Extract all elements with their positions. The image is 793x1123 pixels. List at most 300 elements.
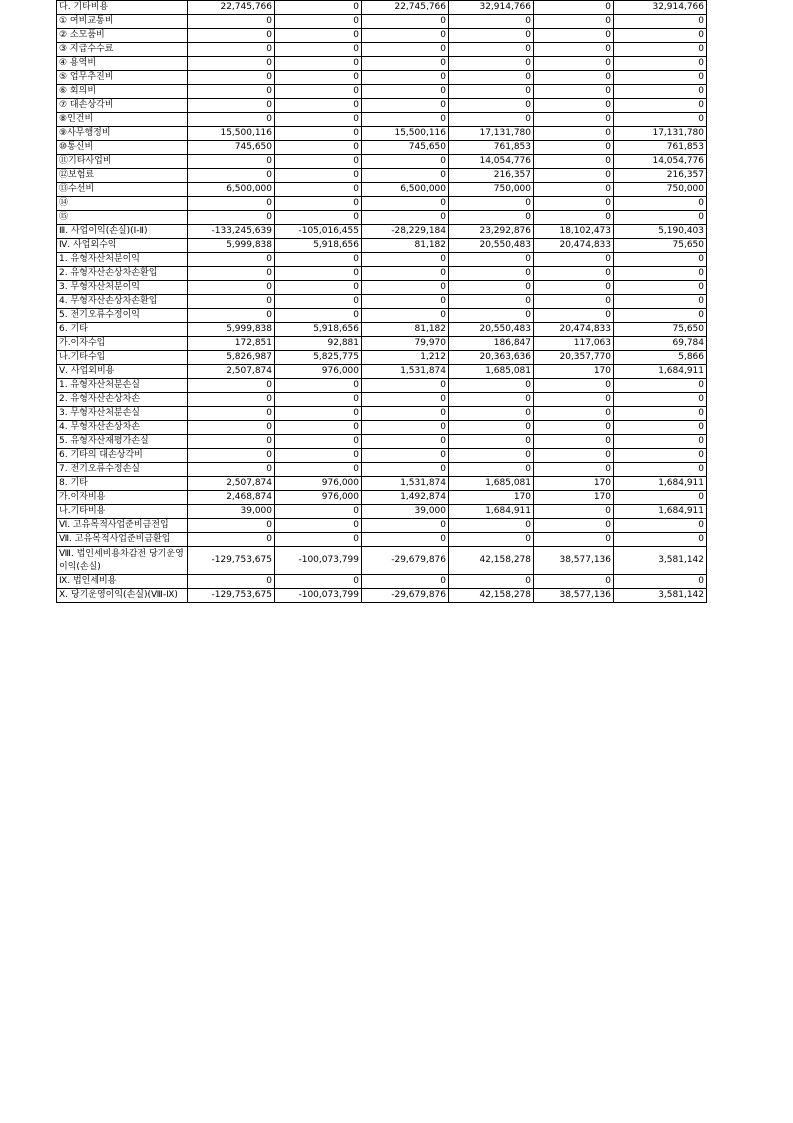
- value-cell: 3,581,142: [614, 589, 707, 603]
- value-cell: 0: [614, 29, 707, 43]
- value-cell: 17,131,780: [614, 127, 707, 141]
- value-cell: 0: [534, 393, 614, 407]
- value-cell: 0: [614, 211, 707, 225]
- table-row: [57, 547, 707, 575]
- table-row: [57, 505, 707, 519]
- value-cell: 0: [275, 99, 362, 113]
- row-label: Ⅷ. 법인세비용차감전 당기운영이익(손실): [57, 547, 188, 575]
- value-cell: 0: [449, 421, 534, 435]
- value-cell: 0: [362, 169, 449, 183]
- value-cell: 0: [362, 253, 449, 267]
- value-cell: 0: [362, 519, 449, 533]
- value-cell: 0: [362, 113, 449, 127]
- value-cell: 5,866: [614, 351, 707, 365]
- value-cell: 0: [449, 211, 534, 225]
- value-cell: 0: [534, 463, 614, 477]
- row-label: ⑭: [57, 197, 188, 211]
- value-cell: 0: [534, 141, 614, 155]
- value-cell: 0: [275, 57, 362, 71]
- value-cell: 0: [449, 29, 534, 43]
- value-cell: 0: [362, 463, 449, 477]
- row-label: 나.기타비용: [57, 505, 188, 519]
- value-cell: 0: [188, 519, 275, 533]
- value-cell: 0: [534, 421, 614, 435]
- value-cell: 0: [534, 43, 614, 57]
- value-cell: 0: [275, 197, 362, 211]
- value-cell: 1,531,874: [362, 365, 449, 379]
- row-label: ⑤ 업무추진비: [57, 71, 188, 85]
- value-cell: 0: [449, 407, 534, 421]
- value-cell: 0: [362, 43, 449, 57]
- value-cell: 0: [188, 407, 275, 421]
- row-label: 1. 유형자산처분손실: [57, 379, 188, 393]
- table-row: [57, 295, 707, 309]
- table-row: [57, 491, 707, 505]
- value-cell: 216,357: [614, 169, 707, 183]
- value-cell: 976,000: [275, 365, 362, 379]
- row-label: ⑧인건비: [57, 113, 188, 127]
- table-row: [57, 267, 707, 281]
- value-cell: -28,229,184: [362, 225, 449, 239]
- table-row: [57, 99, 707, 113]
- value-cell: 0: [449, 267, 534, 281]
- value-cell: 0: [188, 57, 275, 71]
- value-cell: 0: [534, 435, 614, 449]
- value-cell: 14,054,776: [614, 155, 707, 169]
- row-label: 6. 기타: [57, 323, 188, 337]
- table-row: [57, 15, 707, 29]
- value-cell: 2,507,874: [188, 477, 275, 491]
- value-cell: 1,685,081: [449, 477, 534, 491]
- row-label: 가.이자비용: [57, 491, 188, 505]
- table-row: [57, 43, 707, 57]
- value-cell: 0: [362, 393, 449, 407]
- value-cell: 0: [449, 253, 534, 267]
- value-cell: 1,685,081: [449, 365, 534, 379]
- value-cell: -29,679,876: [362, 547, 449, 575]
- value-cell: 23,292,876: [449, 225, 534, 239]
- value-cell: 0: [534, 267, 614, 281]
- row-label: ④ 용역비: [57, 57, 188, 71]
- value-cell: 0: [188, 29, 275, 43]
- value-cell: 0: [275, 113, 362, 127]
- value-cell: 0: [534, 71, 614, 85]
- value-cell: 0: [534, 113, 614, 127]
- row-label: Ⅴ. 사업외비용: [57, 365, 188, 379]
- value-cell: 117,063: [534, 337, 614, 351]
- row-label: ⑪기타사업비: [57, 155, 188, 169]
- value-cell: 6,500,000: [362, 183, 449, 197]
- value-cell: 0: [362, 309, 449, 323]
- value-cell: 0: [275, 253, 362, 267]
- value-cell: 0: [614, 379, 707, 393]
- value-cell: 1,531,874: [362, 477, 449, 491]
- value-cell: 0: [275, 211, 362, 225]
- value-cell: 0: [534, 29, 614, 43]
- value-cell: 0: [188, 71, 275, 85]
- value-cell: 0: [534, 15, 614, 29]
- row-label: 7. 전기오류수정손실: [57, 463, 188, 477]
- value-cell: 32,914,766: [449, 1, 534, 15]
- value-cell: 0: [275, 281, 362, 295]
- row-label: 4. 무형자산손상차손: [57, 421, 188, 435]
- row-label: Ⅵ. 고유목적사업준비금전입: [57, 519, 188, 533]
- value-cell: -133,245,639: [188, 225, 275, 239]
- value-cell: 170: [534, 491, 614, 505]
- value-cell: 1,684,911: [614, 365, 707, 379]
- value-cell: 0: [449, 393, 534, 407]
- value-cell: 172,851: [188, 337, 275, 351]
- value-cell: 0: [275, 127, 362, 141]
- row-label: 6. 기타의 대손상각비: [57, 449, 188, 463]
- table-row: [57, 57, 707, 71]
- value-cell: 5,190,403: [614, 225, 707, 239]
- value-cell: 5,918,656: [275, 239, 362, 253]
- row-label: ⑨사무행정비: [57, 127, 188, 141]
- value-cell: 39,000: [188, 505, 275, 519]
- value-cell: 170: [449, 491, 534, 505]
- value-cell: 75,650: [614, 239, 707, 253]
- value-cell: 0: [188, 533, 275, 547]
- value-cell: 0: [188, 99, 275, 113]
- value-cell: 3,581,142: [614, 547, 707, 575]
- value-cell: 0: [614, 393, 707, 407]
- value-cell: 0: [275, 309, 362, 323]
- row-label: 다. 기타비용: [57, 1, 188, 15]
- value-cell: -29,679,876: [362, 589, 449, 603]
- value-cell: 0: [188, 211, 275, 225]
- row-label: 2. 유형자산손상차손: [57, 393, 188, 407]
- table-row: [57, 533, 707, 547]
- table-body: [57, 1, 707, 603]
- value-cell: 0: [449, 197, 534, 211]
- value-cell: 0: [534, 519, 614, 533]
- value-cell: 0: [449, 43, 534, 57]
- value-cell: 0: [362, 99, 449, 113]
- value-cell: 75,650: [614, 323, 707, 337]
- value-cell: 0: [534, 85, 614, 99]
- value-cell: 0: [449, 449, 534, 463]
- value-cell: 216,357: [449, 169, 534, 183]
- row-label: ③ 지급수수료: [57, 43, 188, 57]
- row-label: 5. 유형자산재평가손실: [57, 435, 188, 449]
- table-row: [57, 239, 707, 253]
- row-label: 나.기타수입: [57, 351, 188, 365]
- value-cell: 0: [614, 463, 707, 477]
- value-cell: 745,650: [362, 141, 449, 155]
- value-cell: 170: [534, 477, 614, 491]
- table-row: [57, 309, 707, 323]
- value-cell: 0: [449, 575, 534, 589]
- value-cell: 0: [275, 407, 362, 421]
- table-row: [57, 225, 707, 239]
- value-cell: 0: [188, 295, 275, 309]
- value-cell: 0: [275, 295, 362, 309]
- row-label: 2. 유형자산손상차손환입: [57, 267, 188, 281]
- value-cell: 745,650: [188, 141, 275, 155]
- value-cell: 0: [362, 211, 449, 225]
- table-row: [57, 589, 707, 603]
- value-cell: 32,914,766: [614, 1, 707, 15]
- value-cell: 2,507,874: [188, 365, 275, 379]
- value-cell: 0: [188, 435, 275, 449]
- value-cell: 0: [534, 407, 614, 421]
- table-row: [57, 463, 707, 477]
- value-cell: 0: [534, 281, 614, 295]
- row-label: Ⅳ. 사업외수익: [57, 239, 188, 253]
- value-cell: 0: [275, 505, 362, 519]
- value-cell: 20,550,483: [449, 239, 534, 253]
- value-cell: 0: [534, 295, 614, 309]
- value-cell: 761,853: [614, 141, 707, 155]
- value-cell: 0: [188, 281, 275, 295]
- value-cell: 0: [614, 533, 707, 547]
- value-cell: 0: [275, 43, 362, 57]
- value-cell: 92,881: [275, 337, 362, 351]
- value-cell: 5,999,838: [188, 323, 275, 337]
- value-cell: 0: [362, 449, 449, 463]
- value-cell: 0: [534, 1, 614, 15]
- value-cell: 0: [188, 253, 275, 267]
- value-cell: 0: [275, 169, 362, 183]
- row-label: ⑦ 대손상각비: [57, 99, 188, 113]
- value-cell: -129,753,675: [188, 547, 275, 575]
- value-cell: 81,182: [362, 239, 449, 253]
- value-cell: 0: [275, 449, 362, 463]
- row-label: Ⅲ. 사업이익(손실)(Ⅰ-Ⅱ): [57, 225, 188, 239]
- table-row: [57, 197, 707, 211]
- value-cell: 0: [534, 197, 614, 211]
- table-row: [57, 127, 707, 141]
- value-cell: 0: [614, 449, 707, 463]
- table-row: [57, 141, 707, 155]
- value-cell: 20,550,483: [449, 323, 534, 337]
- value-cell: 0: [534, 449, 614, 463]
- value-cell: 0: [614, 519, 707, 533]
- value-cell: 18,102,473: [534, 225, 614, 239]
- value-cell: 0: [614, 309, 707, 323]
- value-cell: 0: [534, 379, 614, 393]
- row-label: 3. 무형자산처분손실: [57, 407, 188, 421]
- value-cell: 976,000: [275, 477, 362, 491]
- value-cell: 38,577,136: [534, 547, 614, 575]
- row-label: Ⅹ. 당기운영이익(손실)(Ⅷ-Ⅸ): [57, 589, 188, 603]
- table-row: [57, 379, 707, 393]
- value-cell: 750,000: [614, 183, 707, 197]
- value-cell: 0: [275, 71, 362, 85]
- row-label: 가.이자수입: [57, 337, 188, 351]
- value-cell: 2,468,874: [188, 491, 275, 505]
- value-cell: 0: [534, 533, 614, 547]
- table-row: [57, 211, 707, 225]
- value-cell: 0: [362, 421, 449, 435]
- value-cell: 0: [614, 197, 707, 211]
- table-row: [57, 169, 707, 183]
- value-cell: 0: [362, 533, 449, 547]
- value-cell: 0: [362, 15, 449, 29]
- row-label: ⑬수선비: [57, 183, 188, 197]
- value-cell: 0: [188, 43, 275, 57]
- value-cell: 0: [449, 281, 534, 295]
- value-cell: 0: [362, 267, 449, 281]
- value-cell: 5,825,775: [275, 351, 362, 365]
- table-row: [57, 85, 707, 99]
- table-row: [57, 113, 707, 127]
- table-row: [57, 407, 707, 421]
- row-label: ① 여비교통비: [57, 15, 188, 29]
- value-cell: 5,999,838: [188, 239, 275, 253]
- table-row: [57, 449, 707, 463]
- value-cell: 0: [449, 519, 534, 533]
- row-label: ⑫보험료: [57, 169, 188, 183]
- value-cell: 0: [275, 29, 362, 43]
- row-label: 8. 기타: [57, 477, 188, 491]
- value-cell: 0: [362, 71, 449, 85]
- value-cell: 0: [275, 435, 362, 449]
- row-label: Ⅸ. 법인세비용: [57, 575, 188, 589]
- row-label: ⑥ 회의비: [57, 85, 188, 99]
- value-cell: 1,684,911: [614, 477, 707, 491]
- value-cell: 0: [362, 379, 449, 393]
- value-cell: 0: [614, 421, 707, 435]
- value-cell: 750,000: [449, 183, 534, 197]
- value-cell: 5,826,987: [188, 351, 275, 365]
- value-cell: 42,158,278: [449, 589, 534, 603]
- value-cell: 186,847: [449, 337, 534, 351]
- value-cell: 0: [188, 575, 275, 589]
- value-cell: 69,784: [614, 337, 707, 351]
- value-cell: 0: [449, 15, 534, 29]
- value-cell: 39,000: [362, 505, 449, 519]
- value-cell: 0: [362, 197, 449, 211]
- table-row: [57, 351, 707, 365]
- value-cell: 0: [188, 169, 275, 183]
- table-row: [57, 71, 707, 85]
- value-cell: 0: [614, 57, 707, 71]
- value-cell: 0: [188, 463, 275, 477]
- value-cell: 0: [275, 183, 362, 197]
- row-label: 1. 유형자산처분이익: [57, 253, 188, 267]
- value-cell: 0: [449, 57, 534, 71]
- value-cell: 17,131,780: [449, 127, 534, 141]
- value-cell: 0: [534, 183, 614, 197]
- value-cell: 0: [188, 421, 275, 435]
- value-cell: 0: [362, 29, 449, 43]
- value-cell: 1,684,911: [449, 505, 534, 519]
- row-label: ② 소모품비: [57, 29, 188, 43]
- table-row: [57, 323, 707, 337]
- value-cell: 0: [534, 127, 614, 141]
- value-cell: 0: [534, 99, 614, 113]
- value-cell: 0: [449, 71, 534, 85]
- value-cell: 1,684,911: [614, 505, 707, 519]
- value-cell: 15,500,116: [188, 127, 275, 141]
- row-label: ⑮: [57, 211, 188, 225]
- value-cell: 0: [275, 141, 362, 155]
- value-cell: 0: [614, 43, 707, 57]
- value-cell: 170: [534, 365, 614, 379]
- table-row: [57, 477, 707, 491]
- value-cell: 0: [614, 71, 707, 85]
- value-cell: 0: [362, 281, 449, 295]
- row-label: 3. 무형자산처분이익: [57, 281, 188, 295]
- value-cell: 0: [275, 15, 362, 29]
- value-cell: 20,357,770: [534, 351, 614, 365]
- value-cell: 0: [449, 379, 534, 393]
- value-cell: -100,073,799: [275, 547, 362, 575]
- value-cell: 81,182: [362, 323, 449, 337]
- table-row: [57, 253, 707, 267]
- value-cell: 22,745,766: [188, 1, 275, 15]
- value-cell: 0: [362, 155, 449, 169]
- value-cell: 0: [275, 267, 362, 281]
- value-cell: 0: [275, 155, 362, 169]
- value-cell: 0: [449, 533, 534, 547]
- value-cell: 5,918,656: [275, 323, 362, 337]
- table-row: [57, 155, 707, 169]
- table-row: [57, 29, 707, 43]
- value-cell: 0: [614, 15, 707, 29]
- value-cell: 0: [275, 463, 362, 477]
- value-cell: 0: [449, 295, 534, 309]
- value-cell: 761,853: [449, 141, 534, 155]
- value-cell: 0: [534, 309, 614, 323]
- value-cell: 0: [188, 379, 275, 393]
- value-cell: 14,054,776: [449, 155, 534, 169]
- value-cell: 0: [614, 575, 707, 589]
- value-cell: 0: [188, 393, 275, 407]
- value-cell: 0: [614, 407, 707, 421]
- value-cell: -105,016,455: [275, 225, 362, 239]
- table-row: [57, 421, 707, 435]
- row-label: 4. 무형자산손상차손환입: [57, 295, 188, 309]
- financial-statement-table: [56, 0, 707, 603]
- value-cell: 0: [614, 295, 707, 309]
- value-cell: 0: [614, 267, 707, 281]
- value-cell: 0: [188, 267, 275, 281]
- value-cell: 0: [449, 85, 534, 99]
- table-row: [57, 519, 707, 533]
- row-label: 5. 전기오류수정이익: [57, 309, 188, 323]
- value-cell: 0: [362, 407, 449, 421]
- value-cell: 0: [188, 85, 275, 99]
- value-cell: 20,363,636: [449, 351, 534, 365]
- value-cell: 0: [449, 435, 534, 449]
- value-cell: 0: [614, 113, 707, 127]
- table-row: [57, 1, 707, 15]
- value-cell: 0: [188, 113, 275, 127]
- value-cell: 0: [449, 463, 534, 477]
- value-cell: 0: [275, 393, 362, 407]
- value-cell: 0: [188, 15, 275, 29]
- value-cell: -129,753,675: [188, 589, 275, 603]
- value-cell: 79,970: [362, 337, 449, 351]
- value-cell: 0: [614, 491, 707, 505]
- value-cell: 0: [275, 421, 362, 435]
- value-cell: 0: [449, 309, 534, 323]
- value-cell: 42,158,278: [449, 547, 534, 575]
- value-cell: 0: [534, 253, 614, 267]
- value-cell: 0: [275, 519, 362, 533]
- row-label: ⑩통신비: [57, 141, 188, 155]
- value-cell: 0: [614, 85, 707, 99]
- value-cell: 20,474,833: [534, 323, 614, 337]
- value-cell: 15,500,116: [362, 127, 449, 141]
- table-row: [57, 393, 707, 407]
- value-cell: 0: [534, 211, 614, 225]
- value-cell: 1,492,874: [362, 491, 449, 505]
- value-cell: -100,073,799: [275, 589, 362, 603]
